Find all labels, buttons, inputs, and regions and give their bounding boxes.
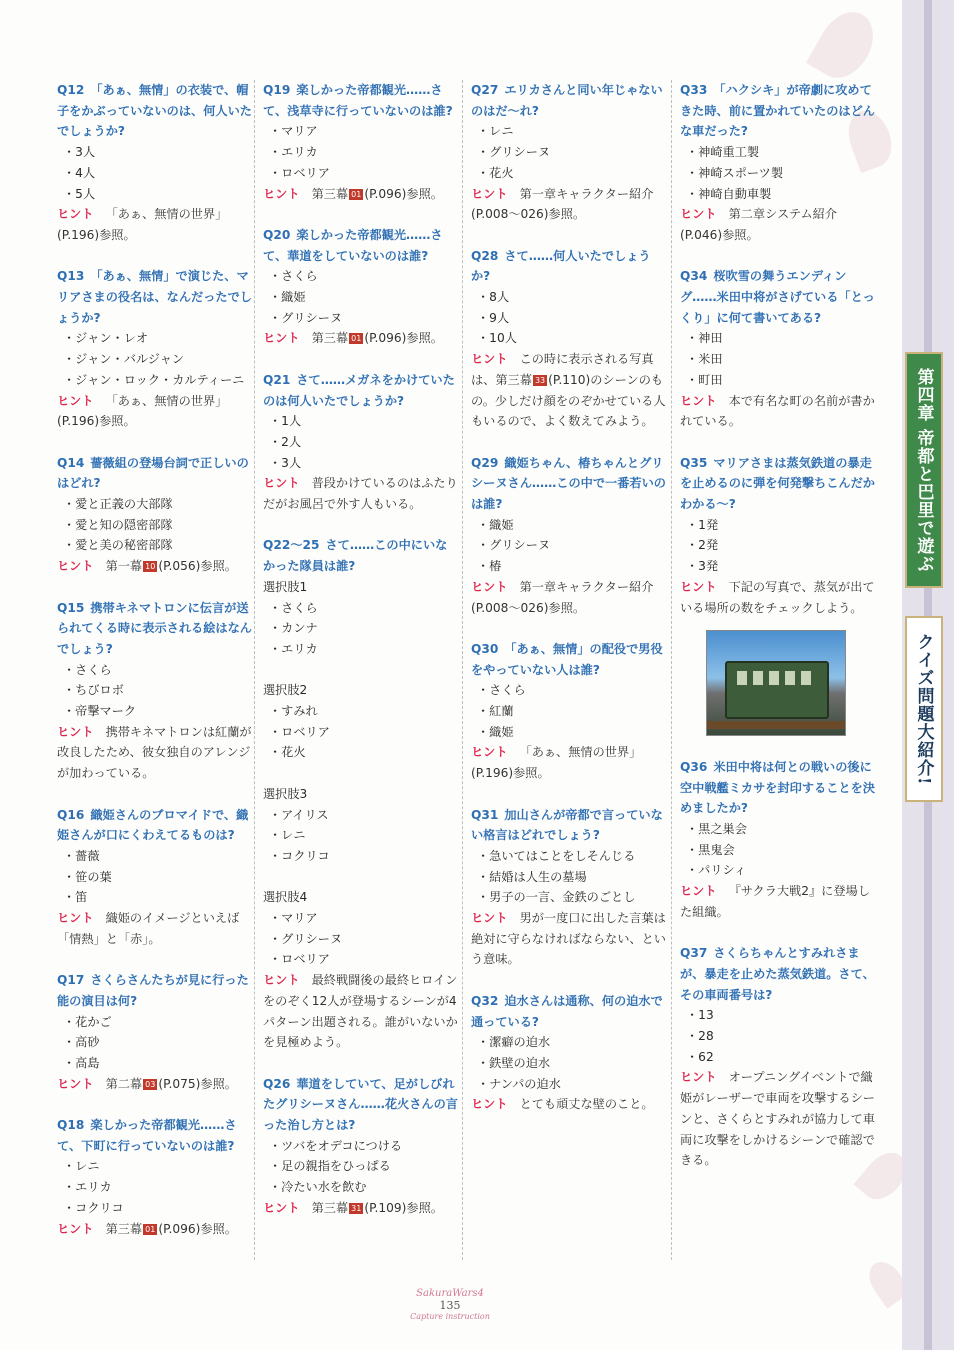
question-body: 「あぁ、無情」で演じた、マリアさまの役名は、なんだったでしょうか?: [57, 269, 252, 325]
choice-group: [263, 577, 459, 660]
quiz-column-3: [471, 80, 667, 1136]
hint-text: [263, 328, 459, 349]
hint-label: ヒント: [263, 186, 300, 201]
scene-number-badge: 01: [145, 1224, 156, 1234]
quiz-column-1: [57, 80, 253, 1260]
question-body: 楽しかった帝都観光……さて、華道をしていないのは誰?: [263, 227, 443, 263]
answer-option: ・2発: [686, 538, 719, 553]
hint-label: ヒント: [57, 207, 94, 222]
hint-body: (P.056)参照。: [158, 559, 237, 574]
hint-body: (P.110)のシーンのもの。少しだけ顔をのぞかせている人もいるので、よく数えてみよう。: [471, 372, 666, 429]
question-body: 迫水さんは通称、何の迫水で通っている?: [471, 993, 663, 1029]
hint-body: 普段かけているのはふたりだがお風呂で外す人もいる。: [263, 476, 458, 512]
answer-option: ・13: [686, 1008, 714, 1023]
hint-text: [263, 473, 459, 514]
answer-option: ・マリア: [269, 911, 318, 926]
answer-option: ・愛と美の秘密部隊: [63, 538, 173, 553]
question-number: Q26: [263, 1076, 291, 1091]
answer-option: ・5人: [63, 186, 96, 201]
answer-option: ・エリカ: [269, 145, 318, 160]
answer-option: ・グリシーヌ: [269, 310, 343, 325]
hint-body: 第三幕: [311, 186, 349, 201]
hint-label: ヒント: [263, 973, 300, 988]
answer-option: ・9人: [477, 310, 510, 325]
question-body: 「あぁ、無情」の衣装で、帽子をかぶっていないのは、何人いたでしょうか?: [57, 83, 252, 139]
hint-body: (P.096)参照。: [364, 186, 443, 201]
question-text: [263, 535, 459, 576]
quiz-question: [57, 598, 253, 784]
answer-option: ・3発: [686, 559, 719, 574]
question-number: Q34: [680, 269, 708, 284]
question-body: さくらさんたちが見に行った能の演目は何?: [57, 973, 249, 1008]
hint-text: [471, 577, 667, 618]
hint-label: ヒント: [680, 884, 717, 899]
answer-option: ・エリカ: [63, 1180, 112, 1195]
column-separator: [462, 80, 463, 1260]
question-number: Q37: [680, 946, 708, 961]
question-text: [263, 370, 459, 411]
column-separator: [671, 80, 672, 1260]
hint-body: 第一章キャラクター紹介(P.008〜026)参照。: [471, 186, 654, 222]
answer-option: ・愛と正義の大部隊: [63, 497, 173, 512]
question-text: [471, 453, 667, 515]
train-screenshot: [706, 630, 846, 736]
hint-body: (P.096)参照。: [364, 331, 443, 346]
hint-body: 第三幕: [311, 1200, 349, 1215]
answer-option: ・花火: [269, 745, 306, 760]
question-text: [680, 80, 876, 142]
hint-label: ヒント: [680, 1070, 717, 1085]
answer-option: ・笛: [63, 890, 88, 905]
quiz-question: [57, 266, 253, 432]
quiz-question: [263, 225, 459, 349]
answer-option: ・さくら: [63, 662, 112, 677]
question-text: [57, 266, 253, 328]
hint-text: [471, 908, 667, 970]
hint-text: [263, 970, 459, 1053]
answer-option: ・グリシーヌ: [269, 931, 343, 946]
answer-option: ・黒之巣会: [686, 822, 747, 837]
question-number: Q15: [57, 600, 85, 615]
answer-option: ・パリシィ: [686, 863, 747, 878]
question-text: [57, 970, 253, 1011]
question-number: Q27: [471, 83, 499, 97]
question-body: 携帯キネマトロンに伝言が送られてくる時に表示される絵はなんでしょう?: [57, 600, 252, 656]
answer-option: ・コクリコ: [269, 848, 330, 863]
answer-option: ・ロベリア: [269, 952, 330, 967]
hint-body: 「あぁ、無情の世界」(P.196)参照。: [57, 393, 228, 429]
answer-option: ・ジャン・レオ: [63, 331, 149, 346]
answer-option: ・レニ: [477, 124, 514, 139]
hint-label: ヒント: [57, 911, 94, 926]
answer-option: ・紅蘭: [477, 704, 514, 719]
hint-label: ヒント: [263, 331, 300, 346]
hint-label: ヒント: [57, 393, 94, 408]
answer-option: ・町田: [686, 372, 723, 387]
answer-option: ・神崎重工製: [686, 145, 760, 160]
answer-option: ・男子の一言、金鉄のごとし: [477, 890, 636, 905]
question-number: Q18: [57, 1118, 85, 1133]
hint-text: [57, 1219, 253, 1240]
question-body: 加山さんが帝都で言っていない格言はどれでしょう?: [471, 807, 663, 843]
question-number: Q17: [57, 973, 85, 988]
question-number: Q21: [263, 372, 291, 387]
answer-option: ・1発: [686, 517, 719, 532]
question-number: Q20: [263, 227, 291, 242]
answer-option: ・62: [686, 1049, 714, 1064]
answer-option: ・グリシーヌ: [477, 145, 551, 160]
question-number: Q36: [680, 759, 708, 774]
answer-option: ・笹の葉: [63, 869, 112, 884]
answer-option: ・高砂: [63, 1035, 100, 1050]
quiz-question: [680, 757, 876, 923]
question-text: [680, 266, 876, 328]
hint-label: ヒント: [471, 745, 508, 760]
column-separator: [254, 80, 255, 1260]
hint-label: ヒント: [471, 186, 508, 201]
hint-text: [57, 391, 253, 432]
quiz-question: [680, 453, 876, 737]
question-body: さくらちゃんとすみれさまが、暴走を止めた蒸気鉄道。さて、その車両番号は?: [680, 946, 875, 1002]
quiz-question: [680, 266, 876, 432]
question-body: さて……メガネをかけていたのは何人いたでしょうか?: [263, 372, 455, 408]
hint-label: ヒント: [680, 207, 717, 222]
quiz-question: [263, 370, 459, 515]
question-body: 「あぁ、無情」の配役で男役をやっていない人は誰?: [471, 641, 663, 677]
answer-option: ・ツバをオデコにつける: [269, 1138, 403, 1153]
hint-body: 男が一度口に出した言葉は絶対に守らなければならない、という意味。: [471, 911, 666, 967]
answer-option: ・結婚は人生の墓場: [477, 869, 587, 884]
scene-number-badge: 01: [351, 334, 362, 344]
question-number: Q14: [57, 455, 85, 470]
choice-group-label: 選択肢2: [263, 683, 308, 698]
answer-option: ・カンナ: [269, 621, 318, 636]
question-text: [57, 80, 253, 142]
question-text: [263, 225, 459, 266]
answer-option: ・米田: [686, 352, 723, 367]
question-body: 楽しかった帝都観光……さて、浅草寺に行っていないのは誰?: [263, 83, 453, 118]
answer-option: ・神崎自動車製: [686, 186, 772, 201]
question-text: [471, 246, 667, 287]
answer-option: ・ロベリア: [269, 165, 330, 180]
answer-option: ・鉄壁の迫水: [477, 1055, 551, 1070]
answer-option: ・愛と知の隠密部隊: [63, 517, 173, 532]
answer-option: ・さくら: [477, 683, 526, 698]
hint-body: 第一幕: [105, 559, 143, 574]
answer-option: ・ちびロボ: [63, 683, 124, 698]
quiz-column-2: [263, 80, 459, 1239]
question-body: さて……何人いたでしょうか?: [471, 248, 651, 284]
footer-logo: SakuraWars4: [416, 1288, 484, 1299]
answer-option: ・帝撃マーク: [63, 704, 137, 719]
question-number: Q29: [471, 455, 499, 470]
hint-label: ヒント: [263, 476, 300, 491]
hint-label: ヒント: [57, 1076, 94, 1091]
question-number: Q16: [57, 807, 85, 822]
hint-body: (P.109)参照。: [364, 1200, 443, 1215]
answer-option: ・10人: [477, 331, 517, 346]
question-text: [57, 805, 253, 846]
answer-option: ・織姫: [477, 517, 514, 532]
question-text: [680, 453, 876, 515]
answer-option: ・さくら: [269, 269, 318, 284]
hint-text: [680, 204, 876, 245]
hint-label: ヒント: [471, 579, 508, 594]
answer-option: ・1人: [269, 414, 302, 429]
answer-option: ・グリシーヌ: [477, 538, 551, 553]
quiz-question: [471, 246, 667, 432]
question-body: 「ハクシキ」が帝劇に攻めてきた時、前に置かれていたのはどんな車だった?: [680, 83, 875, 139]
answer-option: ・コクリコ: [63, 1200, 124, 1215]
hint-label: ヒント: [263, 1200, 300, 1215]
choice-group-label: 選択肢3: [263, 786, 308, 801]
question-text: [57, 1115, 253, 1156]
choice-group-label: 選択肢4: [263, 890, 308, 905]
question-body: 桜吹雪の舞うエンディング……米田中将がさげている「とっくり」に何て書いてある?: [680, 269, 875, 325]
hint-text: [471, 349, 667, 432]
hint-body: オープニングイベントで織姫がレーザーで車両を攻撃するシーンと、さくらとすみれが協力して車両に攻撃をしかけるシーンで確認できる。: [680, 1070, 875, 1168]
answer-option: ・足の親指をひっぱる: [269, 1159, 391, 1174]
hint-body: 「あぁ、無情の世界」(P.196)参照。: [471, 745, 642, 781]
hint-body: この時に表示される写真は、第三幕: [471, 352, 654, 387]
answer-option: ・神崎スポーツ製: [686, 165, 784, 180]
question-text: [57, 598, 253, 660]
question-number: Q12: [57, 83, 85, 97]
answer-option: ・2人: [269, 434, 302, 449]
steam-train-image: [725, 661, 829, 719]
answer-option: ・エリカ: [269, 641, 318, 656]
hint-body: 携帯キネマトロンは紅蘭が改良したため、彼女独自のアレンジが加わっている。: [57, 724, 252, 781]
question-body: 織姫さんのブロマイドで、織姫さんが口にくわえてるものは?: [57, 807, 249, 843]
answer-option: ・3人: [63, 145, 96, 160]
quiz-question: [57, 805, 253, 950]
choice-group: [263, 784, 459, 867]
question-body: さて……この中にいなかった隊員は誰?: [263, 538, 448, 574]
answer-option: ・潔癖の迫水: [477, 1035, 551, 1050]
quiz-column-4: [680, 80, 876, 1192]
hint-body: 下記の写真で、蒸気が出ている場所の数をチェックしよう。: [680, 579, 875, 615]
hint-body: 織姫のイメージといえば「情熱」と「赤」。: [57, 911, 240, 946]
quiz-question: [263, 535, 459, 1053]
answer-option: ・ロベリア: [269, 724, 330, 739]
quiz-question: [680, 80, 876, 246]
answer-option: ・黒鬼会: [686, 842, 735, 857]
answer-option: ・冷たい水を飲む: [269, 1180, 367, 1195]
hint-label: ヒント: [471, 911, 508, 926]
rail-image: [707, 721, 845, 729]
footer-caption: Capture instruction: [410, 1312, 490, 1321]
quiz-question: [680, 943, 876, 1171]
question-text: [680, 757, 876, 819]
question-text: [263, 1074, 459, 1136]
scene-number-badge: 01: [351, 189, 362, 199]
answer-option: ・マリア: [269, 124, 318, 139]
hint-label: ヒント: [57, 559, 94, 574]
answer-option: ・4人: [63, 165, 96, 180]
quiz-question: [471, 453, 667, 619]
question-body: 薔薇組の登場台詞で正しいのはどれ?: [57, 455, 249, 491]
answer-option: ・神田: [686, 331, 723, 346]
hint-label: ヒント: [57, 1221, 94, 1236]
question-body: 織姫ちゃん、椿ちゃんとグリシーヌさん……この中で一番若いのは誰?: [471, 455, 666, 512]
question-text: [263, 80, 459, 121]
answer-option: ・ナンパの迫水: [477, 1076, 561, 1091]
answer-option: ・8人: [477, 290, 510, 305]
hint-label: ヒント: [57, 724, 94, 739]
page-footer: [410, 1276, 490, 1336]
hint-text: [680, 391, 876, 432]
question-text: [471, 639, 667, 680]
choice-group: [263, 887, 459, 970]
question-number: Q13: [57, 269, 85, 284]
quiz-question: [57, 1115, 253, 1239]
hint-text: [471, 742, 667, 783]
hint-text: [57, 722, 253, 784]
hint-body: 本で有名な町の名前が書かれている。: [680, 393, 875, 429]
section-tab: クイズ問題大紹介!: [905, 616, 943, 802]
hint-body: (P.096)参照。: [158, 1221, 237, 1236]
hint-label: ヒント: [680, 393, 717, 408]
hint-text: [57, 204, 253, 245]
question-text: [471, 80, 667, 121]
question-body: 楽しかった帝都観光……さて、下町に行っていないのは誰?: [57, 1118, 237, 1153]
hint-text: [471, 1094, 667, 1115]
quiz-question: [471, 991, 667, 1115]
scene-number-badge: 31: [351, 1203, 362, 1213]
question-number: Q35: [680, 455, 708, 470]
scene-number-badge: 03: [145, 1079, 156, 1089]
quiz-question: [57, 80, 253, 246]
hint-label: ヒント: [680, 579, 717, 594]
scene-number-badge: 10: [145, 562, 156, 572]
hint-text: [680, 1067, 876, 1171]
hint-body: 第三幕: [105, 1221, 143, 1236]
answer-option: ・ジャン・バルジャン: [63, 352, 185, 367]
answer-option: ・高島: [63, 1055, 100, 1070]
hint-text: [263, 184, 459, 205]
choice-group-label: 選択肢1: [263, 579, 308, 594]
hint-label: ヒント: [471, 1097, 508, 1112]
question-body: マリアさまは蒸気鉄道の暴走を止めるのに弾を何発撃ちこんだかわかる〜?: [680, 455, 875, 512]
petal-decoration: [806, 2, 884, 88]
hint-body: (P.075)参照。: [158, 1076, 237, 1091]
hint-body: 第三幕: [311, 331, 349, 346]
question-text: [57, 453, 253, 494]
quiz-question: [263, 1074, 459, 1219]
question-body: 華道をしていて、足がしびれたグリシーヌさん……花火さんの言った治し方とは?: [263, 1076, 458, 1133]
answer-option: ・急いてはことをしそんじる: [477, 848, 636, 863]
chapter-tab: 第四章 帝都と巴里で遊ぶ: [905, 352, 943, 588]
page-number: 135: [439, 1299, 461, 1312]
answer-option: ・レニ: [63, 1159, 100, 1174]
hint-text: [263, 1198, 459, 1219]
quiz-question: [471, 805, 667, 971]
hint-body: 「あぁ、無情の世界」(P.196)参照。: [57, 207, 228, 242]
quiz-question: [263, 80, 459, 204]
answer-option: ・アイリス: [269, 807, 329, 822]
quiz-question: [471, 639, 667, 784]
quiz-question: [471, 80, 667, 225]
answer-option: ・織姫: [477, 724, 514, 739]
answer-option: ・28: [686, 1029, 714, 1044]
hint-text: [471, 184, 667, 225]
question-number: Q30: [471, 641, 499, 656]
answer-option: ・ジャン・ロック・カルティーニ: [63, 372, 245, 387]
answer-option: ・織姫: [269, 290, 306, 305]
answer-option: ・さくら: [269, 600, 318, 615]
hint-text: [680, 577, 876, 618]
hint-body: 第二幕: [105, 1076, 143, 1091]
hint-body: とても頑丈な壁のこと。: [519, 1097, 654, 1112]
question-number: Q19: [263, 83, 291, 97]
hint-body: 最終戦闘後の最終ヒロインをのぞく12人が登場するシーンが4パターン出題される。誰がいないかを見極めよう。: [263, 973, 458, 1050]
hint-text: [57, 556, 253, 577]
hint-text: [57, 1074, 253, 1095]
hint-text: [680, 881, 876, 922]
question-text: [471, 991, 667, 1032]
answer-option: ・3人: [269, 455, 302, 470]
hint-body: 第一章キャラクター紹介(P.008〜026)参照。: [471, 579, 654, 615]
answer-option: ・花かご: [63, 1014, 112, 1029]
question-number: Q33: [680, 83, 708, 97]
quiz-question: [57, 453, 253, 577]
answer-option: ・花火: [477, 165, 514, 180]
question-text: [471, 805, 667, 846]
question-number: Q31: [471, 807, 499, 822]
quiz-question: [57, 970, 253, 1094]
hint-body: 『サクラ大戦2』に登場した組織。: [680, 884, 870, 919]
answer-option: ・薔薇: [63, 848, 100, 863]
question-number: Q22〜25: [263, 538, 320, 553]
question-body: エリカさんと同い年じゃないのはだ〜れ?: [471, 83, 663, 118]
question-number: Q28: [471, 248, 499, 263]
question-text: [680, 943, 876, 1005]
choice-group: [263, 680, 459, 763]
question-number: Q32: [471, 993, 499, 1008]
hint-text: [57, 908, 253, 949]
scene-number-badge: 33: [534, 375, 546, 385]
answer-option: ・椿: [477, 559, 502, 574]
answer-option: ・すみれ: [269, 704, 318, 719]
answer-option: ・レニ: [269, 828, 306, 843]
hint-body: 第二章システム紹介(P.046)参照。: [680, 207, 838, 242]
hint-label: ヒント: [471, 352, 508, 367]
question-body: 米田中将は何との戦いの後に空中戦艦ミカサを封印することを決めましたか?: [680, 759, 875, 816]
